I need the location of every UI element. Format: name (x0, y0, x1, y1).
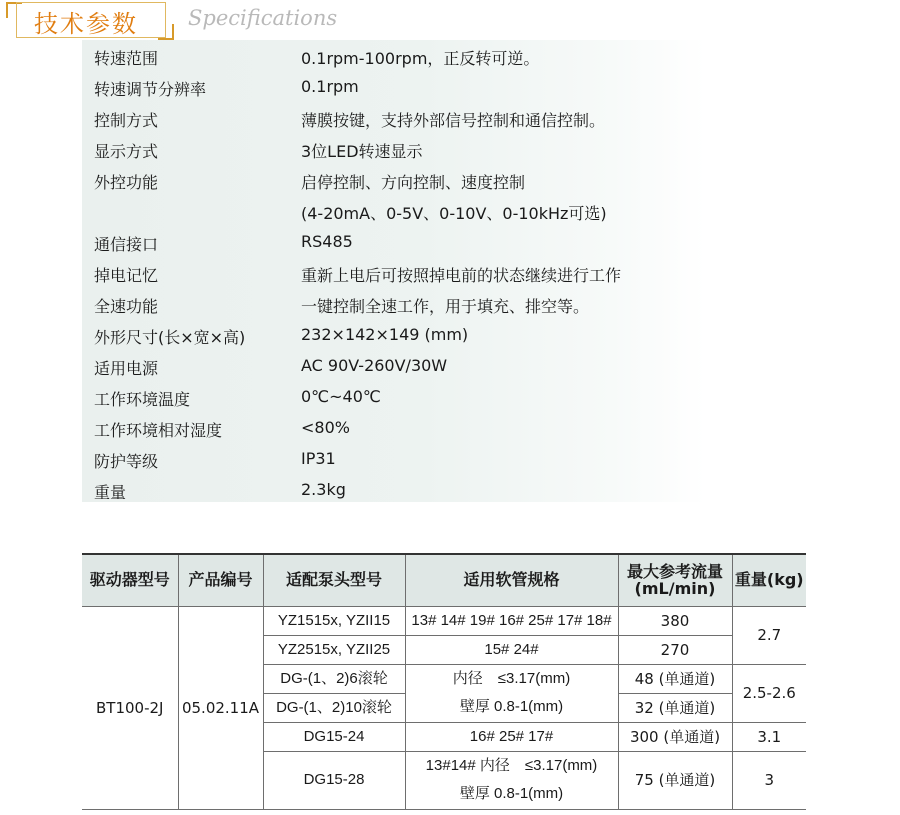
spec-value: RS485 (301, 232, 353, 251)
col-header-code: 产品编号 (178, 554, 263, 606)
spec-value: AC 90V-260V/30W (301, 356, 448, 375)
spec-value: 0.1rpm (301, 77, 359, 96)
spec-row (82, 447, 702, 477)
flow-cell: 270 (618, 635, 732, 664)
pump-cell: YZ2515x, YZII25 (263, 635, 405, 664)
spec-row (82, 106, 702, 136)
spec-value: (4-20mA、0-5V、0-10V、0-10kHz可选) (301, 204, 607, 223)
spec-key: 防护等级 (94, 452, 159, 471)
spec-row (82, 261, 702, 291)
spec-key: 转速调节分辨率 (94, 80, 207, 99)
spec-row (82, 199, 702, 229)
col-header-weight: 重量(kg) (732, 554, 806, 606)
section-title: 技术参数 (34, 10, 138, 38)
col-header-driver: 驱动器型号 (82, 554, 178, 606)
hose-cell (405, 751, 618, 809)
pump-cell: YZ1515x, YZII15 (263, 606, 405, 635)
spec-row (82, 292, 702, 322)
pump-cell: DG15-24 (263, 722, 405, 751)
weight-cell: 3.1 (732, 722, 806, 751)
spec-value: 0℃~40℃ (301, 387, 381, 406)
col-header-flow: 最大参考流量 (mL/min) (618, 554, 732, 606)
hose-line: 壁厚 0.8-1(mm) (459, 785, 564, 802)
spec-row (82, 230, 702, 260)
spec-value: 0.1rpm-100rpm，正反转可逆。 (301, 49, 540, 68)
spec-key: 重量 (94, 483, 127, 502)
spec-key: 通信接口 (94, 235, 159, 254)
hose-cell: 16# 25# 17# (405, 722, 618, 751)
flow-cell: 48 (单通道) (618, 664, 732, 693)
spec-row (82, 354, 702, 384)
spec-key: 适用电源 (94, 359, 159, 378)
spec-value: 重新上电后可按照掉电前的状态继续进行工作 (301, 266, 622, 285)
corner-ornament-icon (158, 24, 174, 40)
table-row (82, 606, 806, 635)
section-subtitle: Specifications (188, 6, 338, 30)
spec-value: 薄膜按键，支持外部信号控制和通信控制。 (301, 111, 606, 130)
spec-value: 启停控制、方向控制、速度控制 (301, 173, 526, 192)
spec-row (82, 478, 702, 508)
spec-value: 232×142×149 (mm) (301, 325, 469, 344)
spec-key: 工作环境相对湿度 (94, 421, 223, 440)
spec-key: 外控功能 (94, 173, 159, 192)
col-header-pump: 适配泵头型号 (263, 554, 405, 606)
spec-value: 2.3kg (301, 480, 346, 499)
flow-cell: 32 (单通道) (618, 693, 732, 722)
hose-line: 13#14# 内径 ≤3.17(mm) (425, 757, 598, 774)
hose-cell (405, 664, 618, 722)
spec-value: 一键控制全速工作，用于填充、排空等。 (301, 297, 590, 316)
spec-value: IP31 (301, 449, 336, 468)
spec-key: 外形尺寸(长×宽×高) (94, 328, 246, 347)
spec-key: 掉电记忆 (94, 266, 159, 285)
table-header-row (82, 554, 806, 606)
spec-key: 转速范围 (94, 49, 159, 68)
spec-row (82, 75, 702, 105)
spec-key: 工作环境温度 (94, 390, 191, 409)
model-table (82, 553, 806, 810)
hose-cell: 13# 14# 19# 16# 25# 17# 18# (405, 606, 618, 635)
code-cell: 05.02.11A (178, 606, 263, 809)
pump-cell: DG15-28 (263, 751, 405, 809)
flow-cell: 75 (单通道) (618, 751, 732, 809)
spec-row (82, 168, 702, 198)
spec-value: <80% (301, 418, 350, 437)
spec-row (82, 323, 702, 353)
flow-cell: 300 (单通道) (618, 722, 732, 751)
spec-row (82, 416, 702, 446)
pump-cell: DG-(1、2)6滚轮 (263, 664, 405, 693)
hose-line: 壁厚 0.8-1(mm) (459, 698, 564, 715)
flow-cell: 380 (618, 606, 732, 635)
hose-line: 内径 ≤3.17(mm) (452, 670, 571, 687)
weight-cell: 3 (732, 751, 806, 809)
spec-key: 控制方式 (94, 111, 159, 130)
spec-key: 全速功能 (94, 297, 159, 316)
spec-row (82, 385, 702, 415)
weight-cell: 2.5-2.6 (732, 664, 806, 722)
spec-value: 3位LED转速显示 (301, 142, 423, 161)
spec-row (82, 137, 702, 167)
spec-key: 显示方式 (94, 142, 159, 161)
weight-cell: 2.7 (732, 606, 806, 664)
pump-cell: DG-(1、2)10滚轮 (263, 693, 405, 722)
hose-cell: 15# 24# (405, 635, 618, 664)
section-header (0, 0, 900, 42)
spec-row (82, 44, 702, 74)
driver-cell: BT100-2J (82, 606, 178, 809)
spec-panel (82, 40, 706, 502)
col-header-hose: 适用软管规格 (405, 554, 618, 606)
